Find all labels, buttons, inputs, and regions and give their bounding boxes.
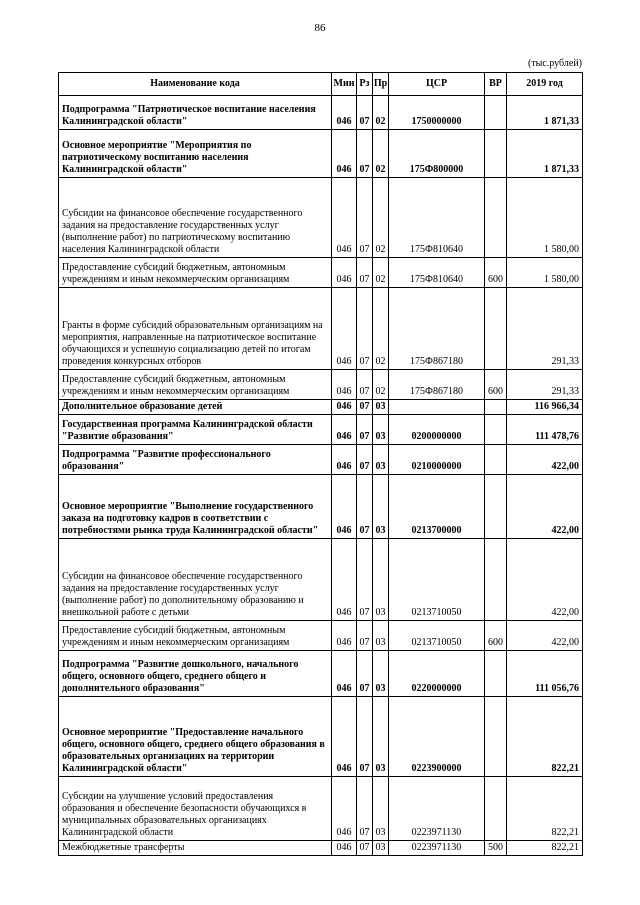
- row-vr: [485, 178, 507, 258]
- row-pr: 03: [373, 651, 389, 697]
- row-rz: 07: [357, 130, 373, 178]
- row-pr: 02: [373, 370, 389, 400]
- row-pr: 03: [373, 539, 389, 621]
- row-pr: 02: [373, 178, 389, 258]
- row-vr: [485, 777, 507, 841]
- row-sum: 822,21: [507, 777, 583, 841]
- row-sum: 291,33: [507, 288, 583, 370]
- row-vr: 600: [485, 370, 507, 400]
- table-row: [59, 697, 583, 777]
- row-csr: 0213710050: [389, 539, 485, 621]
- row-min: 046: [332, 539, 357, 621]
- table-row: [59, 415, 583, 445]
- row-pr: 03: [373, 697, 389, 777]
- table-header-row: [59, 73, 583, 96]
- row-rz: 07: [357, 539, 373, 621]
- row-min: 046: [332, 475, 357, 539]
- row-rz: 07: [357, 178, 373, 258]
- row-name: Подпрограмма "Патриотическое воспитание населения Калининградской области": [59, 96, 332, 130]
- budget-table: [58, 72, 583, 856]
- row-min: 046: [332, 841, 357, 856]
- row-rz: 07: [357, 841, 373, 856]
- row-pr: 03: [373, 400, 389, 415]
- row-csr: 175Ф800000: [389, 130, 485, 178]
- row-name: Субсидии на улучшение условий предоставления образования и обеспечение безопасности обучающихся в муниципальных образовательных организациях Калининградской области: [59, 777, 332, 841]
- row-rz: 07: [357, 697, 373, 777]
- units-label: (тыс.рублей): [527, 58, 582, 69]
- row-name: Основное мероприятие "Выполнение государственного заказа на подготовку кадров в соответствии с потребностями рынка труда Калининградской области": [59, 475, 332, 539]
- table-row: [59, 475, 583, 539]
- row-min: 046: [332, 130, 357, 178]
- header-name: Наименование кода: [59, 73, 332, 96]
- row-rz: 07: [357, 651, 373, 697]
- row-rz: 07: [357, 96, 373, 130]
- table-row: [59, 841, 583, 856]
- row-csr: 0223971130: [389, 841, 485, 856]
- row-vr: [485, 475, 507, 539]
- row-min: 046: [332, 96, 357, 130]
- row-min: 046: [332, 621, 357, 651]
- row-sum: 111 056,76: [507, 651, 583, 697]
- row-sum: 822,21: [507, 697, 583, 777]
- header-rz: Рз: [357, 73, 373, 96]
- row-sum: 1 871,33: [507, 130, 583, 178]
- row-rz: 07: [357, 475, 373, 539]
- table-row: [59, 96, 583, 130]
- row-sum: 422,00: [507, 445, 583, 475]
- row-sum: 116 966,34: [507, 400, 583, 415]
- table-row: [59, 777, 583, 841]
- row-rz: 07: [357, 400, 373, 415]
- row-csr: 0223971130: [389, 777, 485, 841]
- row-name: Предоставление субсидий бюджетным, автономным учреждениям и иным некоммерческим организациям: [59, 621, 332, 651]
- row-name: Подпрограмма "Развитие дошкольного, начального общего, основного общего, среднего общего и дополнительного образования": [59, 651, 332, 697]
- row-sum: 822,21: [507, 841, 583, 856]
- table-row: [59, 651, 583, 697]
- row-sum: 422,00: [507, 539, 583, 621]
- row-pr: 03: [373, 621, 389, 651]
- row-csr: 175Ф867180: [389, 370, 485, 400]
- row-pr: 02: [373, 288, 389, 370]
- row-pr: 03: [373, 777, 389, 841]
- row-vr: 600: [485, 621, 507, 651]
- row-name: Межбюджетные трансферты: [59, 841, 332, 856]
- header-vr: ВР: [485, 73, 507, 96]
- row-vr: [485, 697, 507, 777]
- page-number: 86: [314, 22, 326, 34]
- row-rz: 07: [357, 258, 373, 288]
- table-row: [59, 445, 583, 475]
- row-rz: 07: [357, 415, 373, 445]
- row-csr: 175Ф810640: [389, 258, 485, 288]
- row-pr: 02: [373, 96, 389, 130]
- table-row: [59, 400, 583, 415]
- row-csr: 0213700000: [389, 475, 485, 539]
- row-min: 046: [332, 288, 357, 370]
- row-vr: [485, 130, 507, 178]
- row-vr: 500: [485, 841, 507, 856]
- table-row: [59, 621, 583, 651]
- row-csr: 175Ф867180: [389, 288, 485, 370]
- row-vr: [485, 288, 507, 370]
- row-rz: 07: [357, 621, 373, 651]
- row-csr: 0223900000: [389, 697, 485, 777]
- row-rz: 07: [357, 370, 373, 400]
- row-min: 046: [332, 370, 357, 400]
- row-pr: 03: [373, 415, 389, 445]
- row-rz: 07: [357, 288, 373, 370]
- row-name: Предоставление субсидий бюджетным, автономным учреждениям и иным некоммерческим организациям: [59, 370, 332, 400]
- row-csr: 175Ф810640: [389, 178, 485, 258]
- row-name: Субсидии на финансовое обеспечение государственного задания на предоставление государственных услуг (выполнение работ) по патриотическому воспитанию населения Калининградской области: [59, 178, 332, 258]
- row-min: 046: [332, 651, 357, 697]
- row-pr: 03: [373, 841, 389, 856]
- row-csr: 0213710050: [389, 621, 485, 651]
- header-csr: ЦСР: [389, 73, 485, 96]
- row-sum: 1 580,00: [507, 178, 583, 258]
- row-csr: 0200000000: [389, 415, 485, 445]
- row-min: 046: [332, 697, 357, 777]
- row-name: Основное мероприятие "Предоставление начального общего, основного общего, среднего общего образования в образовательных организациях на территории Калининградской области": [59, 697, 332, 777]
- row-sum: 422,00: [507, 475, 583, 539]
- row-sum: 111 478,76: [507, 415, 583, 445]
- table-row: [59, 258, 583, 288]
- row-csr: 0220000000: [389, 651, 485, 697]
- row-vr: [485, 445, 507, 475]
- row-pr: 02: [373, 258, 389, 288]
- table-row: [59, 178, 583, 258]
- row-min: 046: [332, 777, 357, 841]
- header-year: 2019 год: [507, 73, 583, 96]
- row-csr: 1750000000: [389, 96, 485, 130]
- row-name: Гранты в форме субсидий образовательным организациям на мероприятия, направленные на патриотическое воспитание обучающихся и успешную социализацию детей по итогам проведения конкурсных отборов: [59, 288, 332, 370]
- row-sum: 1 871,33: [507, 96, 583, 130]
- row-name: Основное мероприятие "Мероприятия по патриотическому воспитанию населения Калининградской области": [59, 130, 332, 178]
- row-vr: [485, 96, 507, 130]
- table-row: [59, 288, 583, 370]
- row-name: Предоставление субсидий бюджетным, автономным учреждениям и иным некоммерческим организациям: [59, 258, 332, 288]
- row-sum: 1 580,00: [507, 258, 583, 288]
- row-name: Государственная программа Калининградской области "Развитие образования": [59, 415, 332, 445]
- row-sum: 422,00: [507, 621, 583, 651]
- row-vr: [485, 539, 507, 621]
- row-rz: 07: [357, 777, 373, 841]
- row-vr: [485, 651, 507, 697]
- row-vr: [485, 415, 507, 445]
- row-pr: 03: [373, 475, 389, 539]
- row-csr: 0210000000: [389, 445, 485, 475]
- row-vr: [485, 400, 507, 415]
- row-vr: 600: [485, 258, 507, 288]
- row-sum: 291,33: [507, 370, 583, 400]
- header-pr: Пр: [373, 73, 389, 96]
- row-name: Дополнительное образование детей: [59, 400, 332, 415]
- table-row: [59, 539, 583, 621]
- row-rz: 07: [357, 445, 373, 475]
- row-min: 046: [332, 400, 357, 415]
- row-min: 046: [332, 415, 357, 445]
- row-name: Подпрограмма "Развитие профессионального образования": [59, 445, 332, 475]
- table-row: [59, 130, 583, 178]
- row-min: 046: [332, 178, 357, 258]
- row-min: 046: [332, 445, 357, 475]
- header-min: Мин: [332, 73, 357, 96]
- row-csr: [389, 400, 485, 415]
- row-pr: 02: [373, 130, 389, 178]
- row-name: Субсидии на финансовое обеспечение государственного задания на предоставление государственных услуг (выполнение работ) по дополнительному образованию и внешкольной работе с детьми: [59, 539, 332, 621]
- table-row: [59, 370, 583, 400]
- row-pr: 03: [373, 445, 389, 475]
- row-min: 046: [332, 258, 357, 288]
